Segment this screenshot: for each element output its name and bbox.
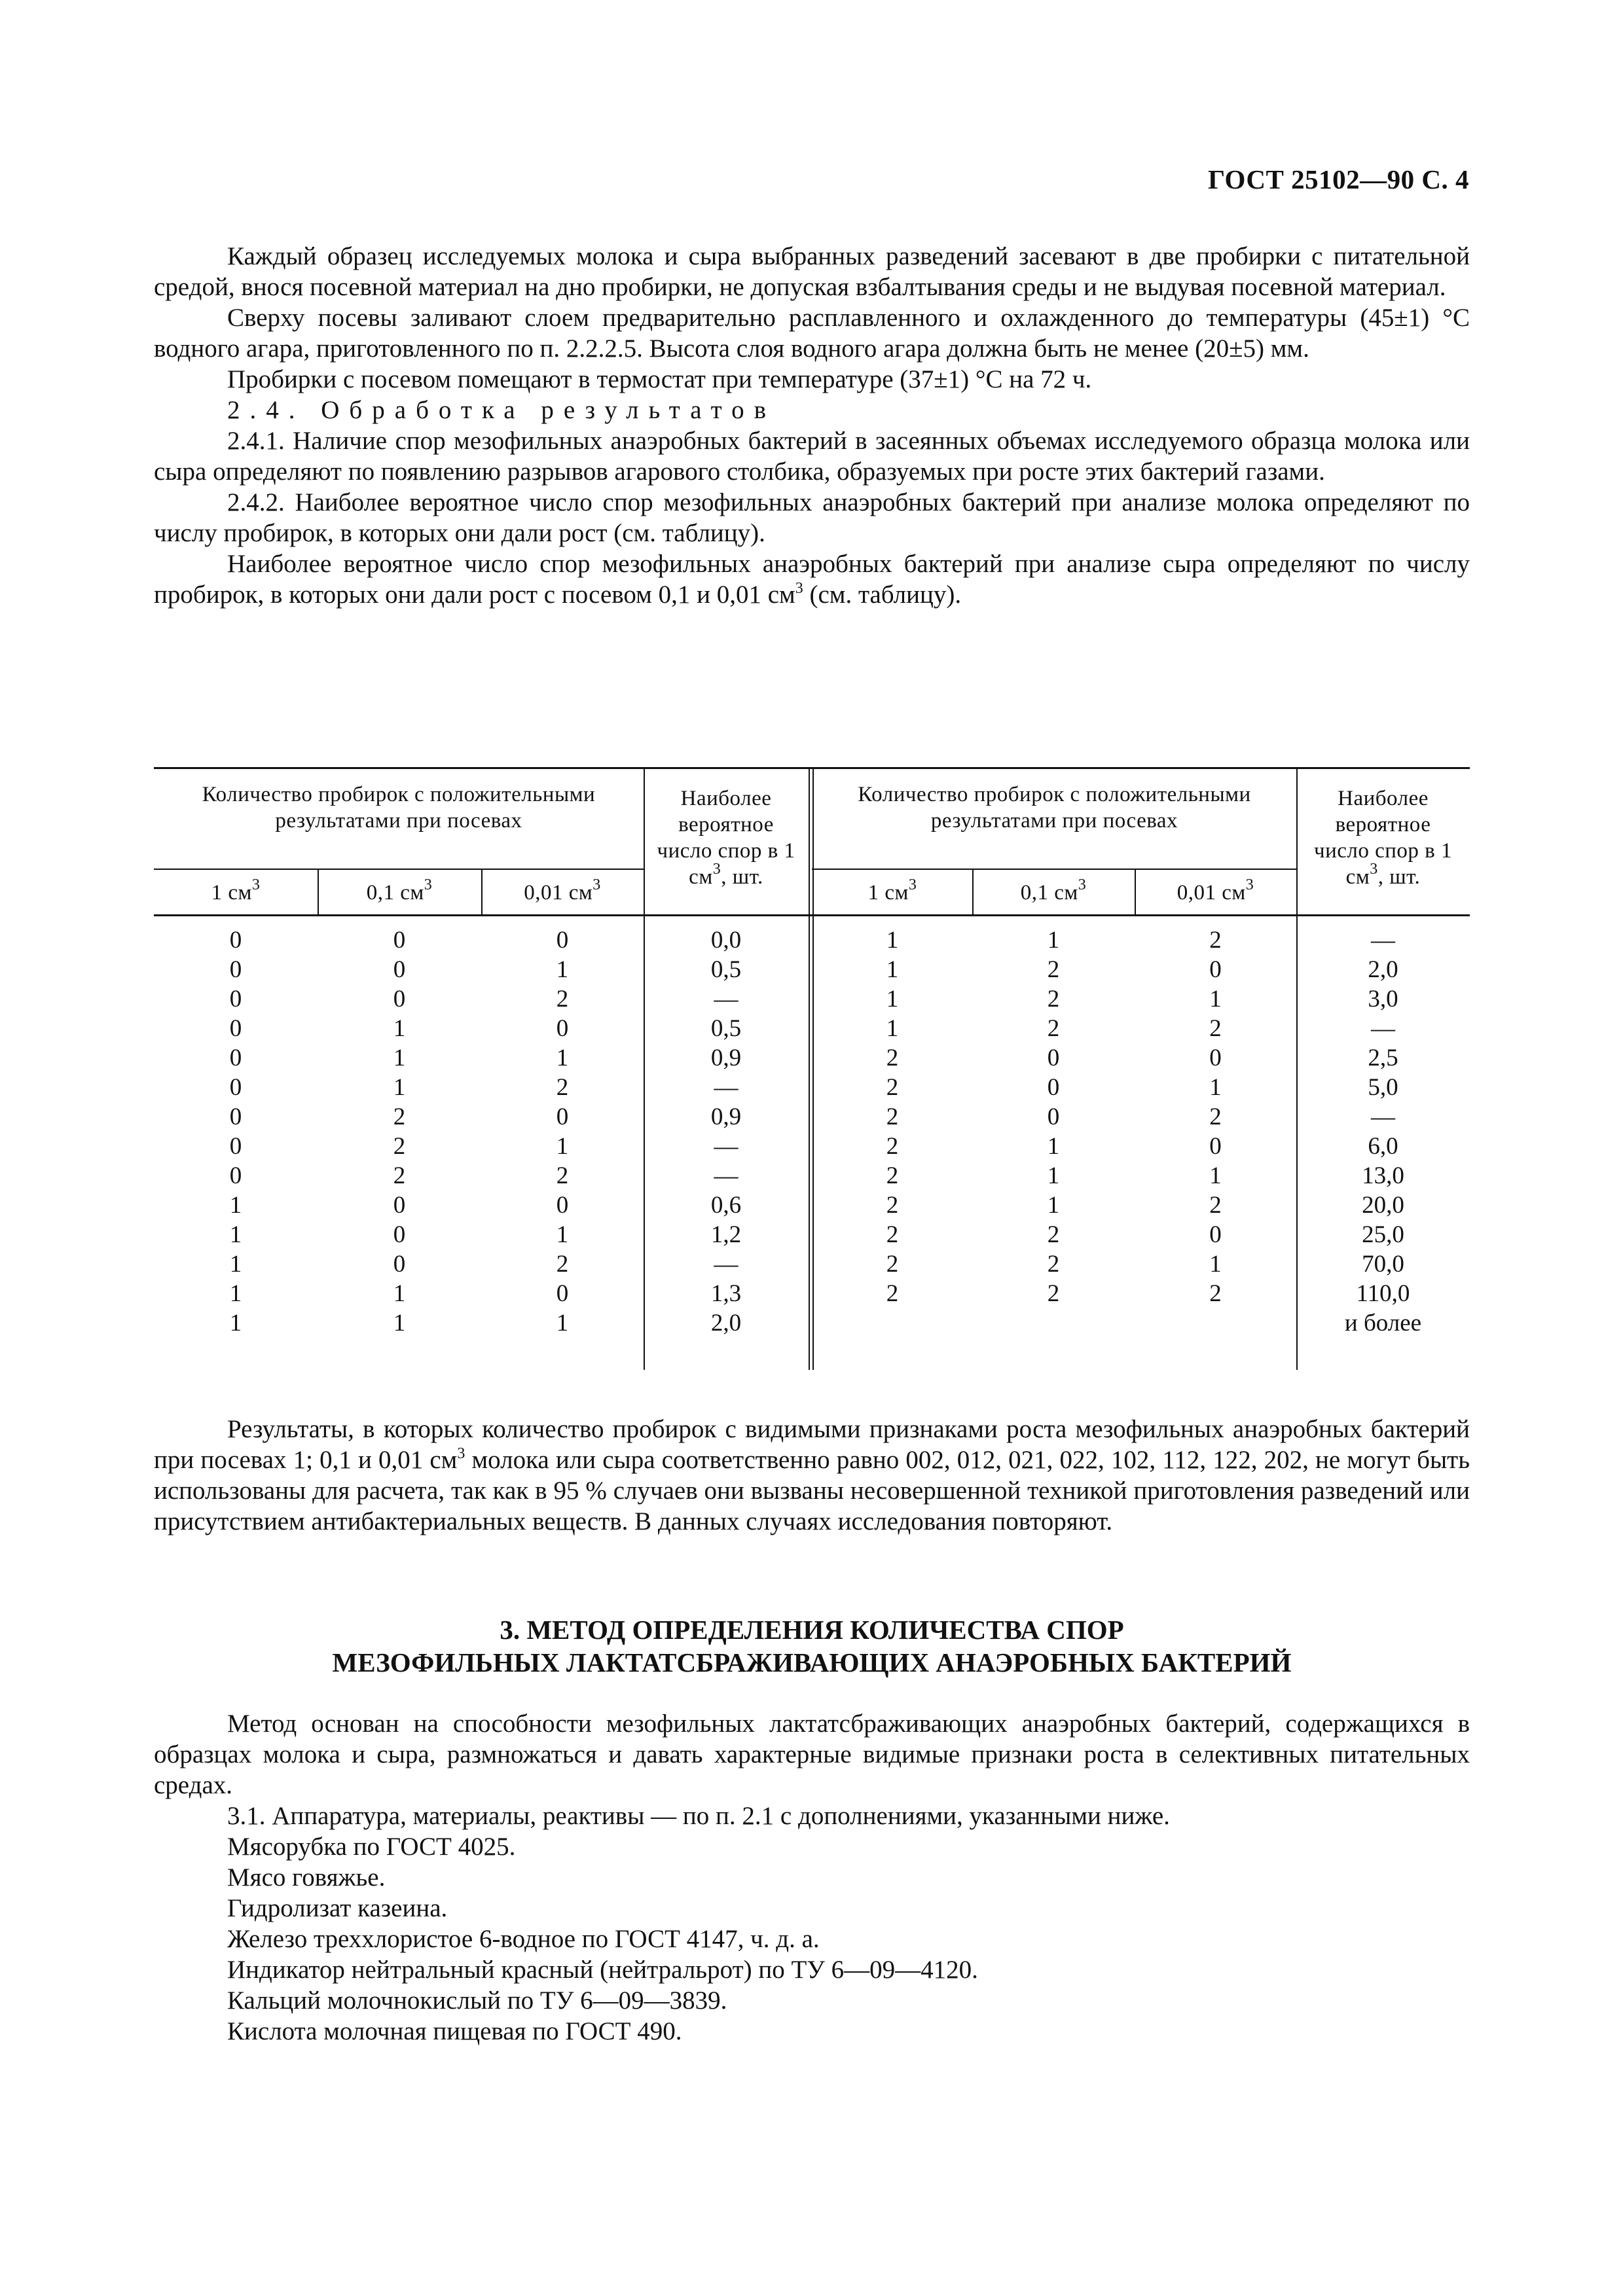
paragraph: Каждый образец исследуемых молока и сыра выбранных разведений засевают в две пробирки с питательной средой, внося посевной материал на дно пробирки, не допуская взбалтывания среды и не выдувая посевной материал. <box>154 242 1470 301</box>
subheader-rule-left <box>154 869 644 870</box>
table-cell: — <box>714 986 739 1013</box>
table-cell: 1,3 <box>710 1280 742 1307</box>
table-cell: 1 <box>229 1280 242 1307</box>
list-item: Кислота молочная пищевая по ГОСТ 490. <box>227 2017 682 2045</box>
table-cell: 1 <box>393 1074 406 1101</box>
table-cell: 2 <box>1209 1015 1222 1042</box>
table-cell: 0 <box>1209 1045 1222 1071</box>
subsection-heading: 2.4. Обработка результатов <box>227 396 776 424</box>
table-cell: 0,5 <box>710 956 742 983</box>
paragraph: 2.4.2. Наиболее вероятное число спор мезофильных анаэробных бактерий при анализе молока определяют по числу пробирок, в которых они дали рост (см. таблицу). <box>154 488 1470 547</box>
table-cell: 0 <box>229 1133 242 1160</box>
table-cell: 6,0 <box>1368 1133 1398 1160</box>
col-right-prob <box>1296 925 1470 1338</box>
col-left-01cm <box>318 925 481 1338</box>
table-cell: 70,0 <box>1362 1251 1404 1278</box>
table-cell: 1 <box>1047 1192 1060 1219</box>
table-cell: 2 <box>886 1103 899 1130</box>
table-cell: 0 <box>556 1280 569 1307</box>
table-cell: 2 <box>886 1192 899 1219</box>
table-cell: 1 <box>556 1221 569 1248</box>
table-cell: 0 <box>556 927 569 954</box>
table-cell: 1 <box>886 1015 899 1042</box>
table-cell: 2 <box>1209 927 1222 954</box>
table-cell: 0 <box>1047 1045 1060 1071</box>
table-cell: 1 <box>886 927 899 954</box>
table-cell: 2 <box>886 1221 899 1248</box>
paragraph: Пробирки с посевом помещают в термостат при температуре (37±1) °С на 72 ч. <box>227 365 1092 393</box>
list-item: Железо треххлористое 6-водное по ГОСТ 4147, ч. д. а. <box>227 1925 820 1953</box>
subheader-1cm: 1 $см^3$ <box>211 876 261 905</box>
section-heading-line: 3. МЕТОД ОПРЕДЕЛЕНИЯ КОЛИЧЕСТВА СПОР <box>500 1615 1124 1645</box>
table-cell: 2 <box>393 1162 406 1189</box>
table-cell: 2 <box>556 1251 569 1278</box>
table-cell: 0 <box>229 956 242 983</box>
table-cell: 2 <box>1209 1192 1222 1219</box>
list-item: Мясо говяжье. <box>227 1863 386 1892</box>
table-cell: — <box>1371 1015 1395 1042</box>
paragraph: Метод основан на способности мезофильных лактатсбраживающих анаэробных бактерий, содержащихся в образцах молока и сыра, размножаться и давать характерные видимые признаки роста в селективных питательных средах. <box>154 1710 1470 1799</box>
table-cell: 2 <box>886 1280 899 1307</box>
table-cell: 2 <box>1047 1221 1060 1248</box>
table-cell: 2 <box>886 1162 899 1189</box>
table-cell: 13,0 <box>1362 1162 1404 1189</box>
table-cell: 1 <box>229 1310 242 1336</box>
table-cell: 2 <box>886 1074 899 1101</box>
table-cell: 1 <box>229 1192 242 1219</box>
list-item: Мясорубка по ГОСТ 4025. <box>227 1833 516 1861</box>
table-cell: 0 <box>393 927 406 954</box>
table-header-rule <box>154 914 1470 916</box>
table-cell: 1 <box>556 1133 569 1160</box>
table-cell: 0 <box>393 956 406 983</box>
table-cell: 1,2 <box>710 1221 742 1248</box>
table-cell: 1 <box>1209 1251 1222 1278</box>
table-cell: 1 <box>556 956 569 983</box>
col-left-prob <box>644 925 809 1338</box>
table-cell: 0 <box>1047 1074 1060 1101</box>
subheader-1cm: 1 $см^3$ <box>867 876 917 905</box>
table-cell: 0 <box>1209 1133 1222 1160</box>
table-cell: 1 <box>1047 1162 1060 1189</box>
table-cell: 3,0 <box>1368 986 1398 1013</box>
list-item: 3.1. Аппаратура, материалы, реактивы — по п. 2.1 с дополнениями, указанными ниже. <box>227 1802 1170 1830</box>
table-cell: 1 <box>1047 1133 1060 1160</box>
table-cell: 2 <box>1047 1280 1060 1307</box>
table-cell: 1 <box>229 1251 242 1278</box>
table-cell: 2 <box>1047 986 1060 1013</box>
subheader-01cm: 0,1 $см^3$ <box>366 876 433 905</box>
table-cell: 0,0 <box>710 927 742 954</box>
table-top-rule <box>154 767 1470 769</box>
table-cell: 0 <box>393 1192 406 1219</box>
table-cell: — <box>714 1251 739 1278</box>
table-cell: 1 <box>886 986 899 1013</box>
table-cell: 0 <box>556 1192 569 1219</box>
col-right-001cm <box>1135 925 1296 1308</box>
group-header-right: Количество пробирок с положительными результатами при посевах <box>858 783 1251 833</box>
table-cell: 2 <box>556 986 569 1013</box>
col-right-1cm <box>812 925 972 1308</box>
table-cell: и более <box>1344 1310 1422 1336</box>
table-cell: 2 <box>556 1074 569 1101</box>
table-cell: 2 <box>1047 956 1060 983</box>
subheader-01cm: 0,1 $см^3$ <box>1020 876 1087 905</box>
table-cell: 0 <box>1209 1221 1222 1248</box>
table-cell: — <box>1371 1103 1395 1130</box>
table-cell: 1 <box>393 1310 406 1336</box>
table-cell: 0,5 <box>710 1015 742 1042</box>
subheader-rule-right <box>812 869 1296 870</box>
col-left-1cm <box>154 925 318 1338</box>
table-cell: — <box>714 1162 739 1189</box>
paragraph: Наиболее вероятное число спор мезофильных анаэробных бактерий при анализе сыра определяют по числу пробирок, в которых они дали рост с посевом 0,1 и 0,01 $см^3$ (см. таблицу). <box>154 550 1470 609</box>
table-cell: 2 <box>1047 1015 1060 1042</box>
section-3-heading <box>154 1613 1470 1679</box>
table-cell: 0 <box>393 1251 406 1278</box>
table-cell: 5,0 <box>1368 1074 1398 1101</box>
table-cell: 2 <box>393 1133 406 1160</box>
table-cell: 0 <box>229 1074 242 1101</box>
paragraph: Сверху посевы заливают слоем предварительно расплавленного и охлажденного до температуры (45±1) °С водного агара, приготовленного по п. 2.2.2.5. Высота слоя водного агара должна быть не менее (20±5) мм. <box>154 304 1470 363</box>
table-cell: 2 <box>556 1162 569 1189</box>
prob-header-left: Наиболее вероятное число спор в 1 $см^3$, шт. <box>657 787 795 889</box>
table-cell: 25,0 <box>1362 1221 1404 1248</box>
table-cell: 1 <box>393 1045 406 1071</box>
table-cell: 0 <box>1047 1103 1060 1130</box>
table-cell: 0,9 <box>710 1045 742 1071</box>
table-cell: — <box>714 1133 739 1160</box>
paragraph: Результаты, в которых количество пробирок с видимыми признаками роста мезофильных анаэробных бактерий при посевах 1; 0,1 и 0,01 $см^3$ молока или сыра соответственно равно 002, 012, 021, 022, 102, 112, 122, 202, не могут быть использованы для расчета, так как в 95 % случаев они вызваны несовершенной техникой приготовления разведений или присутствием антибактериальных веществ. В данных случаях исследования повторяют. <box>154 1415 1470 1535</box>
table-cell: — <box>714 1074 739 1101</box>
table-cell: 2 <box>393 1103 406 1130</box>
table-cell: 1 <box>1209 1162 1222 1189</box>
table-cell: — <box>1371 927 1395 954</box>
table-cell: 110,0 <box>1356 1280 1410 1307</box>
table-cell: 20,0 <box>1362 1192 1404 1219</box>
page-header: ГОСТ 25102—90 С. 4 <box>1207 164 1469 194</box>
table-cell: 2 <box>886 1133 899 1160</box>
table-cell: 2 <box>1209 1103 1222 1130</box>
table-cell: 2,5 <box>1368 1045 1398 1071</box>
table-cell: 0,9 <box>710 1103 742 1130</box>
group-header-left: Количество пробирок с положительными результатами при посевах <box>202 783 596 833</box>
results-table <box>154 767 1470 1370</box>
table-cell: 0 <box>229 1103 242 1130</box>
after-table-text <box>154 1414 1470 1537</box>
table-cell: 1 <box>393 1280 406 1307</box>
table-cell: 0 <box>393 1221 406 1248</box>
table-cell: 0 <box>229 927 242 954</box>
table-cell: 1 <box>556 1310 569 1336</box>
section-heading-line: МЕЗОФИЛЬНЫХ ЛАКТАТСБРАЖИВАЮЩИХ АНАЭРОБНЫХ БАКТЕРИЙ <box>332 1647 1292 1677</box>
subheader-001cm: 0,01 $см^3$ <box>1176 876 1254 905</box>
table-cell: 2,0 <box>710 1310 742 1336</box>
col-left-001cm <box>481 925 644 1338</box>
table-cell: 2,0 <box>1368 956 1398 983</box>
table-cell: 1 <box>1209 986 1222 1013</box>
table-cell: 2 <box>886 1251 899 1278</box>
table-cell: 1 <box>1047 927 1060 954</box>
table-cell: 0 <box>229 986 242 1013</box>
table-cell: 0 <box>556 1103 569 1130</box>
table-cell: 0,6 <box>710 1192 742 1219</box>
table-cell: 0 <box>229 1162 242 1189</box>
table-cell: 2 <box>886 1045 899 1071</box>
paragraph: 2.4.1. Наличие спор мезофильных анаэробных бактерий в засеянных объемах исследуемого образца молока или сыра определяют по появлению разрывов агарового столбика, образуемых при росте этих бактерий газами. <box>154 427 1470 486</box>
table-cell: 1 <box>1209 1074 1222 1101</box>
table-cell: 0 <box>229 1045 242 1071</box>
list-item: Гидролизат казеина. <box>227 1894 448 1922</box>
col-right-01cm <box>972 925 1135 1308</box>
list-item: Кальций молочнокислый по ТУ 6—09—3839. <box>227 1986 727 2015</box>
table-cell: 2 <box>1047 1251 1060 1278</box>
table-cell: 1 <box>393 1015 406 1042</box>
table-cell: 0 <box>1209 956 1222 983</box>
section-3-text <box>154 1708 1470 2047</box>
body-text <box>154 241 1470 610</box>
list-item: Индикатор нейтральный красный (нейтральрот) по ТУ 6—09—4120. <box>227 1956 978 1984</box>
table-cell: 2 <box>1209 1280 1222 1307</box>
table-cell: 1 <box>556 1045 569 1071</box>
table-cell: 0 <box>556 1015 569 1042</box>
subheader-001cm: 0,01 $см^3$ <box>524 876 601 905</box>
table-cell: 0 <box>229 1015 242 1042</box>
table-cell: 1 <box>229 1221 242 1248</box>
table-cell: 1 <box>886 956 899 983</box>
double-col-divider <box>809 767 810 1370</box>
table-cell: 0 <box>393 986 406 1013</box>
prob-header-right: Наиболее вероятное число спор в 1 $см^3$, шт. <box>1313 787 1452 889</box>
